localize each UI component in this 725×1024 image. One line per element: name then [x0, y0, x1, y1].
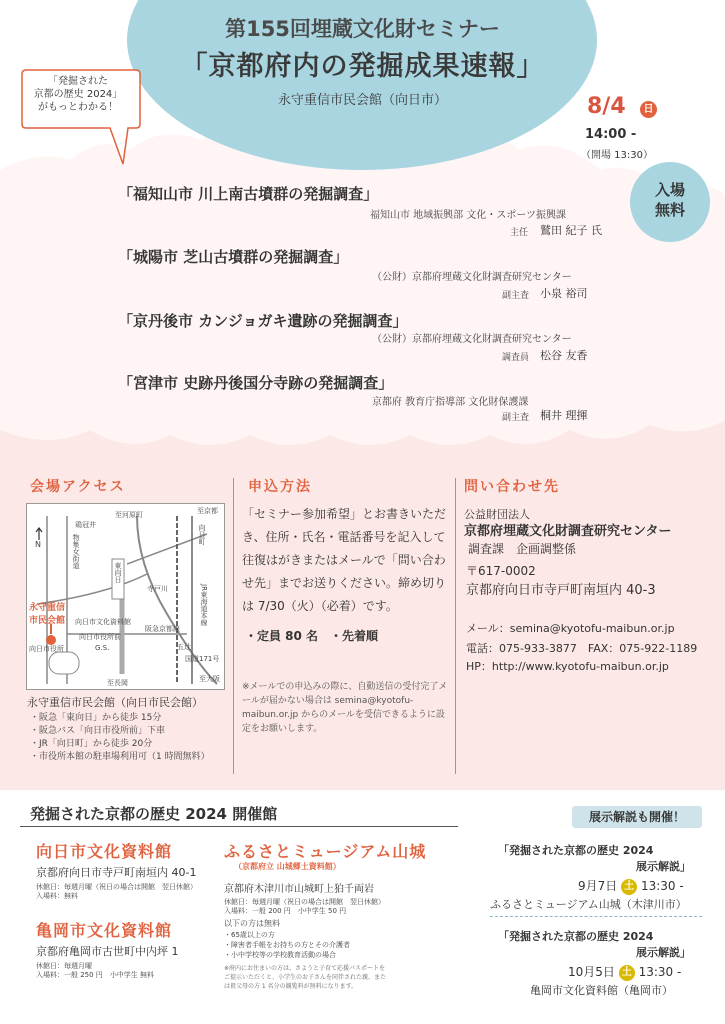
map-label-cityhall-stop: 向日市役所前 [79, 633, 121, 641]
map-label-route171: 国道171号 [185, 655, 220, 663]
lecture1-subtitle: 展示解説」 [636, 860, 691, 873]
program-speaker-4: 桐井 理揮 [540, 409, 588, 422]
museum2-fee: 入場料：一般 250 円 小中学生 無料 [36, 971, 155, 979]
lecture2-date-text: 10月5日 [568, 965, 615, 979]
map-label-jr: JR東海道本線 [200, 584, 208, 626]
museum1-closed: 休館日：毎週月曜（祝日の場合は開館 翌日休館） [36, 883, 197, 891]
event-weekday: 日 [640, 101, 657, 118]
contact-org1: 公益財団法人 [464, 508, 530, 521]
free-badge-text [630, 180, 710, 220]
access-map [26, 503, 225, 690]
lecture1-weekday: 土 [621, 879, 637, 895]
museum3-name: ふるさとミュージアム山城 [224, 842, 427, 861]
bubble-line2: 京都の歴史 2024」 [33, 89, 123, 100]
map-label-nagaoka: 至長岡 [107, 679, 128, 687]
program-title-1: 「福知山市 川上南古墳群の発掘調査」 [118, 185, 379, 203]
free-line1: 入場 [654, 181, 685, 199]
map-venue-l1: 永守重信 [29, 603, 66, 613]
apply-capacity: ・定員 80 名 ・先着順 [245, 629, 379, 643]
museum3-address: 京都府木津川市山城町上狛千両岩 [224, 884, 374, 895]
access-item-3: ・JR「向日町」から徒歩 20分 [30, 739, 153, 749]
program-speaker-1: 鷲田 紀子 氏 [540, 224, 602, 237]
museum3-free3: ・小中学校等の学校教育活動の場合 [224, 951, 336, 959]
map-venue-label [29, 600, 65, 626]
contact-website[interactable]: HP：http://www.kyotofu-maibun.or.jp [466, 660, 669, 673]
program-title-2: 「城陽市 芝山古墳群の発掘調査」 [118, 248, 349, 266]
apply-note: ※メールでの申込みの際に、自動送信の受付完了メールが届かない場合は semina@kyotofu-maibun.or.jp からのメールを受信できるように設定をお願いします。 [242, 682, 448, 734]
program-speaker-2: 小泉 裕司 [540, 287, 588, 300]
museum3-closed: 休館日：毎週月曜（祝日の場合は開館 翌日休館） [224, 898, 385, 906]
contact-org2: 京都府埋蔵文化財調査研究センター [464, 524, 672, 539]
lecture1-date [578, 877, 684, 895]
map-label-teradogawa: 寺戸川 [147, 585, 168, 593]
program-role-2: 副主査 [502, 291, 530, 301]
bubble-line1: 「発掘された [48, 76, 108, 87]
map-label-mozume: 物集女街道 [72, 534, 80, 569]
museum3-free1: ・65歳以上の方 [224, 931, 275, 939]
contact-email[interactable]: メール：semina@kyotofu-maibun.or.jp [466, 622, 675, 635]
seminar-venue: 永守重信市民会館（向日市） [277, 93, 447, 108]
program-org-4: 京都府 教育庁指導部 文化財保護課 [372, 397, 529, 408]
museum3-fine3: は祖父母の方 1 名分の観覧料が無料になります。 [224, 983, 358, 990]
contact-phone: 電話：075-933-3877 FAX：075-922-1189 [466, 642, 698, 655]
access-list [30, 712, 210, 764]
access-venue-name: 永守重信市民会館（向日市民会館） [27, 696, 203, 709]
seminar-number: 第155回埋蔵文化財セミナー [225, 17, 500, 41]
map-label-kaide: 鶏冠井 [75, 521, 96, 529]
contact-heading: 問い合わせ先 [464, 479, 560, 495]
lecture-tag: 展示解説も開催！ [572, 806, 702, 828]
divider-right [455, 478, 456, 774]
museum3-subname: （京都府立 山城郷土資料館） [234, 862, 341, 871]
map-label-hankyu: 阪急京都線 [145, 625, 180, 633]
program-speaker-3: 松谷 友香 [540, 349, 588, 362]
museum2-name: 亀岡市文化資料館 [36, 921, 173, 940]
divider-left [233, 478, 234, 774]
bubble-line3: がもっとわかる！ [38, 102, 118, 113]
lecture1-date-text: 9月7日 [578, 879, 618, 893]
museum1-address: 京都府向日市寺戸町南垣内 40-1 [36, 866, 197, 879]
lecture2-place: 亀岡市文化資料館（亀岡市） [530, 984, 673, 997]
museum3-fine2: ご提示いただくと、小学生のお子さんを同伴された親、また [224, 974, 387, 981]
event-date: 8/4 [587, 94, 626, 119]
lecture2-time: 13:30 - [638, 965, 682, 979]
program-org-1: 福知山市 地域振興部 文化・スポーツ振興課 [370, 210, 566, 221]
exhibit-heading: 発掘された京都の歴史 2024 開催館 [30, 805, 278, 823]
exhibit-rule [20, 826, 458, 827]
contact-address: 京都府向日市寺戸町南垣内 40-3 [466, 583, 656, 598]
map-label-mukomachi: 向日町 [198, 524, 206, 545]
museum3-free2: ・障害者手帳をお持ちの方とその介護者 [224, 941, 350, 949]
lecture1-place: ふるさとミュージアム山城（木津川市） [490, 898, 687, 911]
lecture2-subtitle: 展示解説」 [636, 946, 691, 959]
program-org-3: （公財）京都府埋蔵文化財調査研究センター [372, 334, 572, 345]
map-label-gs: G.S. [95, 644, 110, 652]
lecture1-time: 13:30 - [640, 879, 684, 893]
lecture-divider [490, 916, 702, 917]
museum3-fee: 入場料：一般 200 円 小中学生 50 円 [224, 907, 347, 915]
museum1-fee: 入場料：無料 [36, 892, 78, 900]
seminar-title: 「京都府内の発掘成果速報」 [180, 51, 545, 82]
map-north: N [35, 540, 41, 549]
event-time: 14:00 - [585, 127, 637, 142]
contact-zip: 〒617-0002 [466, 564, 536, 578]
museum1-name: 向日市文化資料館 [36, 842, 173, 861]
map-label-kyoto: 至京都 [197, 507, 218, 515]
contact-dept: 調査課 企画調整係 [468, 542, 577, 556]
map-label-cityhall: 向日市役所 [29, 645, 64, 653]
apply-heading: 申込方法 [248, 479, 312, 495]
lecture2-date [568, 963, 681, 981]
museum2-closed: 休館日：毎週月曜 [36, 962, 92, 970]
program-role-1: 主任 [510, 228, 529, 238]
event-open-time: （開場 13:30） [581, 150, 653, 161]
map-label-higashimuko: 東向日 [114, 562, 122, 583]
access-item-1: ・阪急「東向日」から徒歩 15分 [30, 713, 162, 723]
map-venue-l2: 市民会館 [29, 616, 66, 626]
museum2-address: 京都府亀岡市古世町中内坪 1 [36, 945, 179, 958]
lecture2-title: 「発掘された京都の歴史 2024 [498, 930, 654, 943]
bubble-text [24, 75, 132, 114]
program-title-3: 「京丹後市 カンジョガキ遺跡の発掘調査」 [118, 312, 408, 330]
apply-body: 「セミナー参加希望」とお書きいただき、住所・氏名・電話番号を記入して往復はがきまたはメールで「問い合わせ先」までお送りください。締め切りは 7/30（火）（必着）です。 [242, 507, 447, 613]
access-heading: 会場アクセス [30, 479, 126, 495]
program-title-4: 「宮津市 史跡丹後国分寺跡の発掘調査」 [118, 374, 394, 392]
map-label-itsutsuji: 五辻 [177, 643, 191, 651]
lecture2-weekday: 土 [619, 965, 635, 981]
map-label-museum: 向日市文化資料館 [75, 618, 131, 626]
museum3-fine1: ※府内にお住まいの方は、さようと子育て応援パスポートを [224, 965, 386, 972]
free-line2: 無料 [654, 201, 685, 219]
map-label-kawaramachi: 至河原町 [115, 511, 143, 519]
program-org-2: （公財）京都府埋蔵文化財調査研究センター [372, 272, 572, 283]
program-role-3: 調査員 [502, 353, 530, 363]
museum3-free-head: 以下の方は無料 [224, 919, 280, 928]
lecture1-title: 「発掘された京都の歴史 2024 [498, 844, 654, 857]
access-item-4: ・市役所本館の駐車場利用可（1 時間無料） [30, 752, 210, 762]
access-item-2: ・阪急バス「向日市役所前」下車 [30, 726, 166, 736]
program-role-4: 副主査 [502, 413, 530, 423]
map-label-osaka: 至大阪 [199, 675, 220, 683]
